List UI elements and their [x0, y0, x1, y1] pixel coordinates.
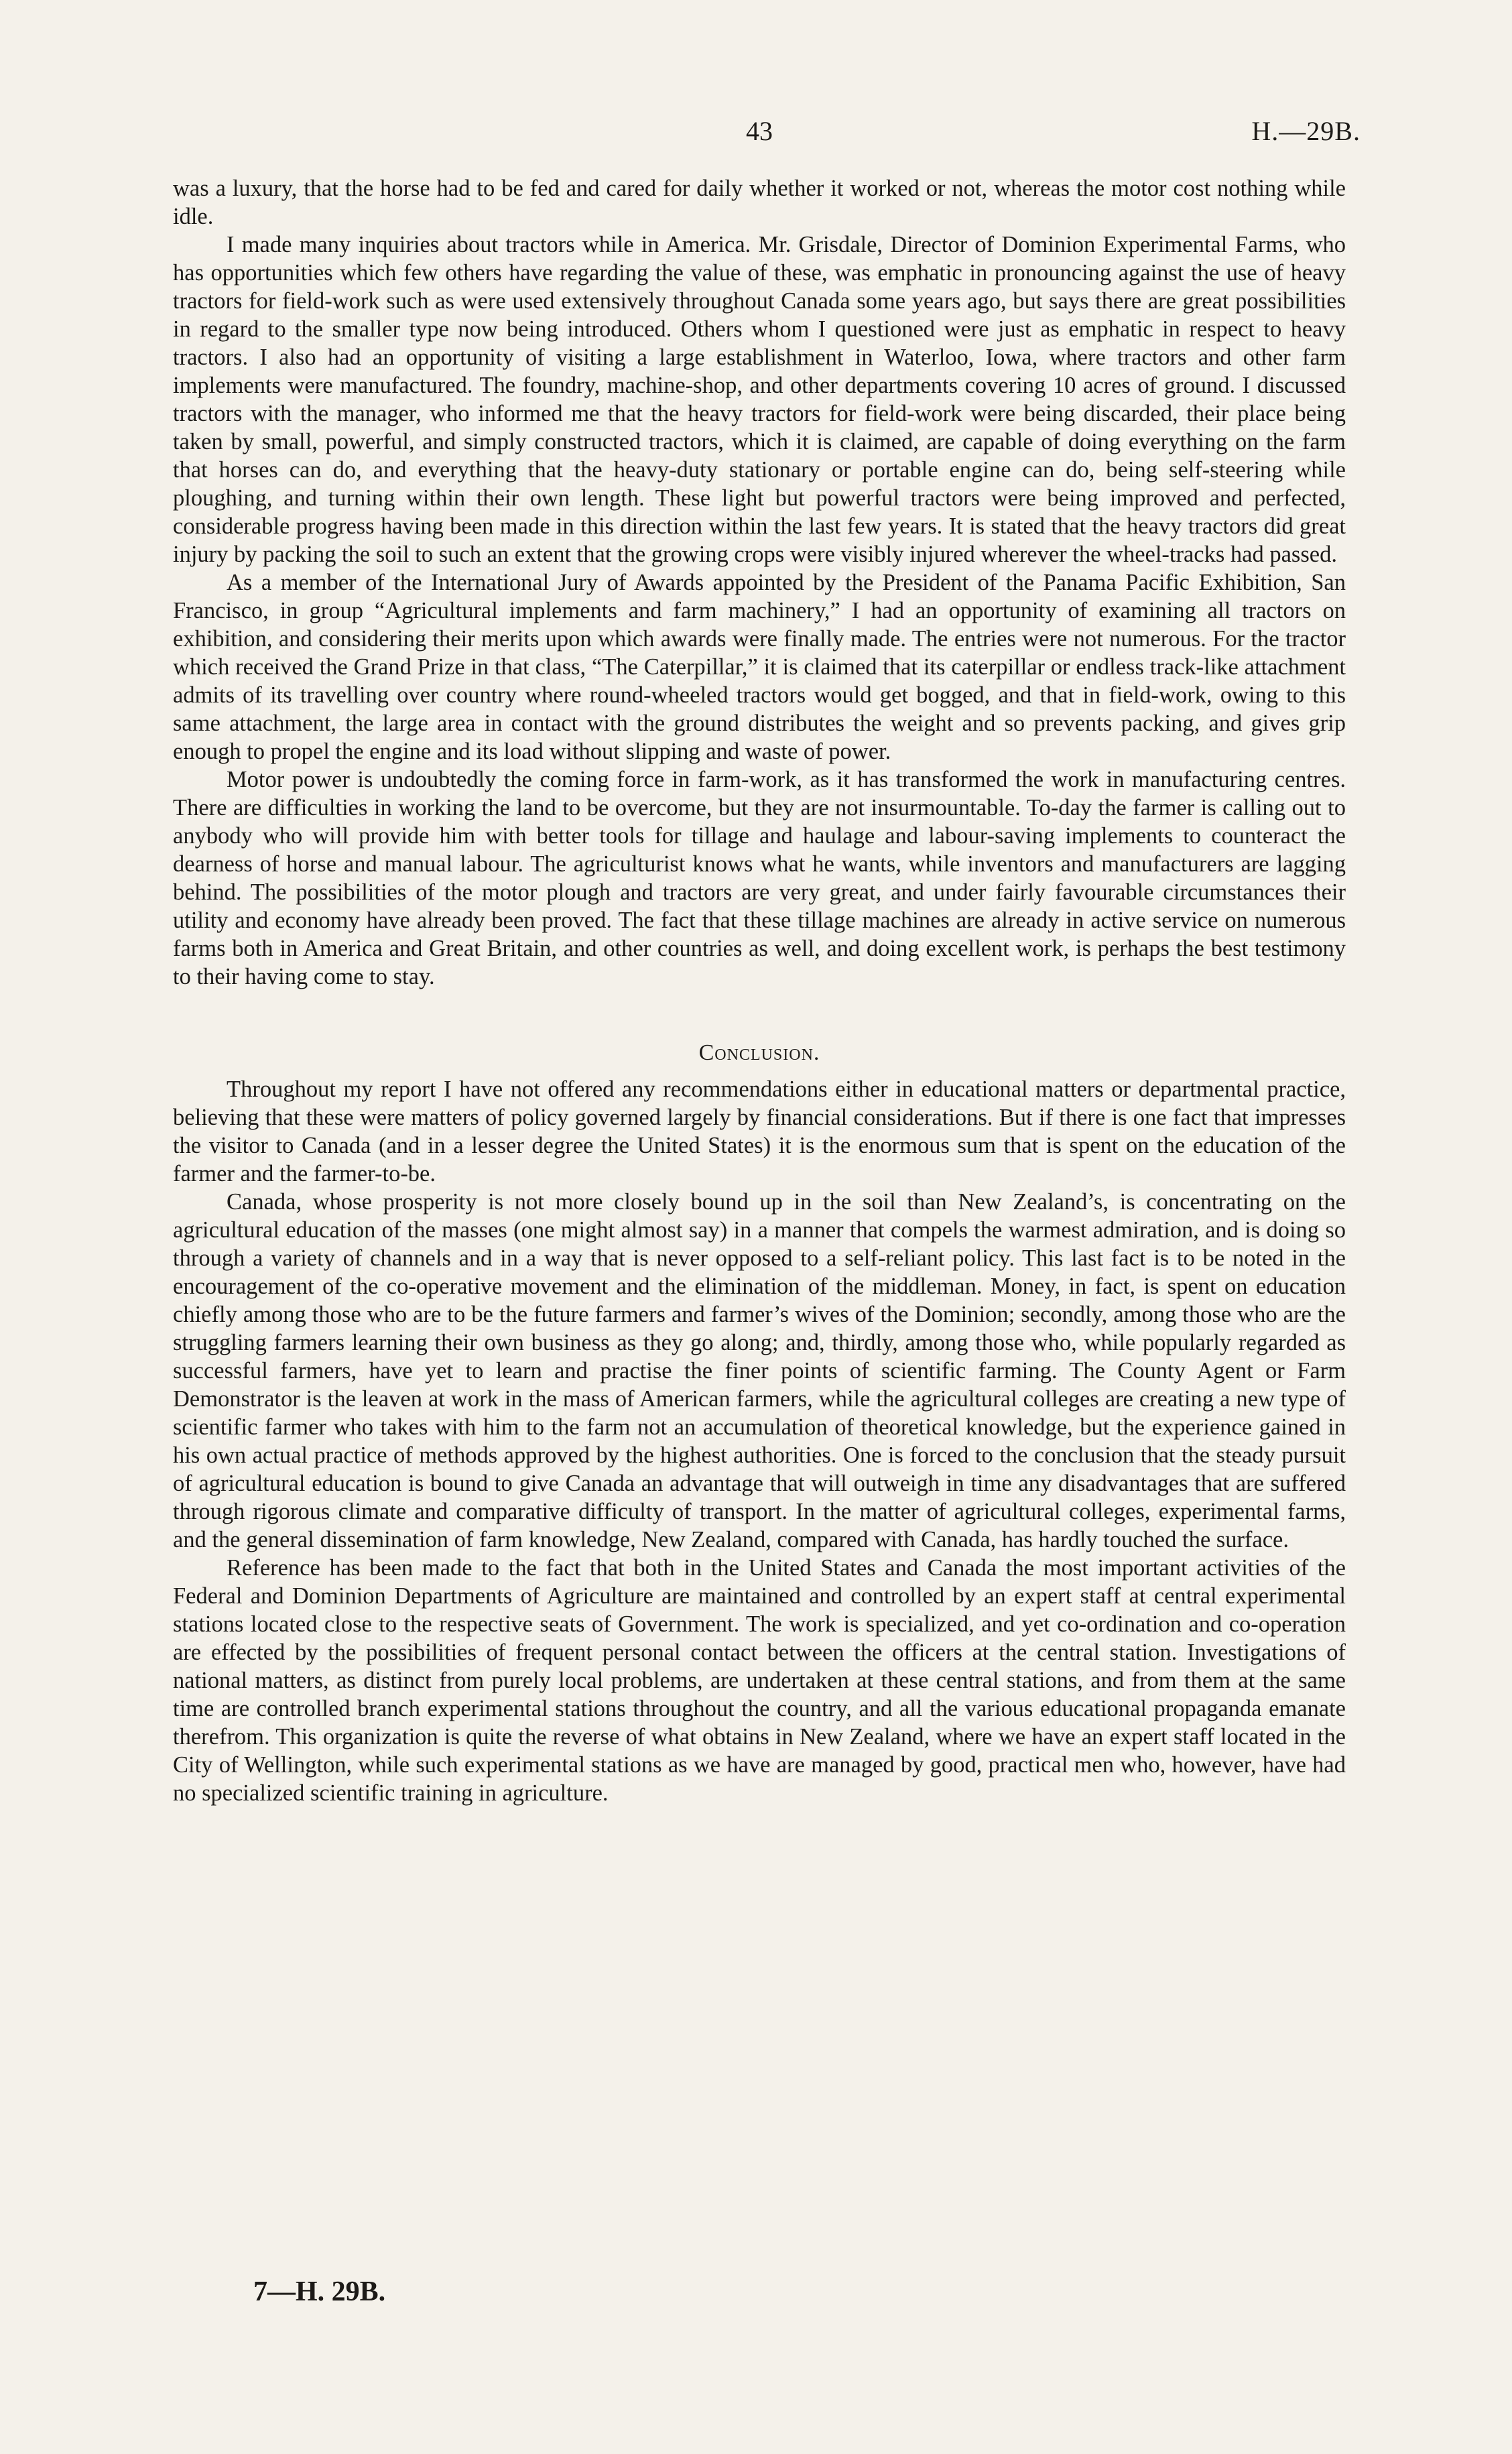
paragraph-continued: was a luxury, that the horse had to be fed and cared for daily whether it worked or not, whereas the motor cost nothing while idle. [173, 176, 1346, 229]
page-number: 43 [746, 116, 773, 146]
footer-signature: 7—H. 29B. [253, 2276, 386, 2307]
section-title-conclusion: Conclusion. [698, 1040, 820, 1065]
paragraph-tractor-inquiries: I made many inquiries about tractors while in America. Mr. Grisdale, Director of Dominion Experimental Farms, who has opportunities which few others have regarding the value of these, was emphatic in pronouncing against the use of heavy tractors for field-work such as were used extensively throughout Canada some years ago, but says there are great possibilities in regard to the smaller type now being introduced. Others whom I questioned were just as emphatic in respect to heavy tractors. I also had an opportunity of visiting a large establishment in Waterloo, Iowa, where tractors and other farm implements were manufactured. The foundry, machine-shop, and other departments covering 10 acres of ground. I discussed tractors with the manager, who informed me that the heavy tractors for field-work were being discarded, their place being taken by small, powerful, and simply constructed tractors, which it is claimed, are capable of doing everything on the farm that horses can do, and everything that the heavy-duty stationary or portable engine can do, being self-steering while ploughing, and turning within their own length. These light but powerful tractors were being improved and perfected, considerable progress having been made in this direction within the last few years. It is stated that the heavy tractors did great injury by packing the soil to such an extent that the growing crops were visibly injured wherever the wheel-tracks had passed. [173, 232, 1346, 567]
page-header [173, 101, 1361, 174]
page [173, 101, 1361, 1807]
paragraph-exhibition-jury: As a member of the International Jury of Awards appointed by the President of the Panama Pacific Exhibition, San Francisco, in group “Agricultural implements and farm machinery,” I had an opportunity of examining all tractors on exhibition, and considering their merits upon which awards were finally made. The entries were not numerous. For the tractor which received the Grand Prize in that class, “The Caterpillar,” it is claimed that its caterpillar or endless track-like attachment admits of its travelling over country where round-wheeled tractors would get bogged, and that in field-work, owing to this same attachment, the large area in contact with the ground distributes the weight and so prevents packing, and gives grip enough to propel the engine and its load without slipping and waste of power. [173, 570, 1346, 764]
paragraph-conclusion-intro: Throughout my report I have not offered any recommendations either in educational matters or departmental practice, believing that these were matters of policy governed largely by financial considerations. But if there is one fact that impresses the visitor to Canada (and in a lesser degree the United States) it is the enormous sum that is spent on the education of the farmer and the farmer-to-be. [173, 1077, 1346, 1186]
report-body [173, 174, 1346, 1807]
paragraph-conclusion-canada: Canada, whose prosperity is not more closely bound up in the soil than New Zealand’s, is concentrating on the agricultural education of the masses (one might almost say) in a manner that compels the warmest admiration, and is doing so through a variety of channels and in a way that is never opposed to a self-reliant policy. This last fact is to be noted in the encouragement of the co-operative movement and the elimination of the middleman. Money, in fact, is spent on education chiefly among those who are to be the future farmers and farmer’s wives of the Dominion; secondly, among those who are the struggling farmers learning their own business as they go along; and, thirdly, among those who, while popularly regarded as successful farmers, have yet to learn and practise the finer points of scientific farming. The County Agent or Farm Demonstrator is the leaven at work in the mass of American farmers, while the agricultural colleges are creating a new type of scientific farmer who takes with him to the farm not an accumulation of theoretical knowledge, but the experience gained in his own actual practice of methods approved by the highest authorities. One is forced to the conclusion that the steady pursuit of agricultural education is bound to give Canada an advantage that will outweigh in time any disadvantages that are suffered through rigorous climate and comparative difficulty of transport. In the matter of agricultural colleges, experimental farms, and the general dissemination of farm knowledge, New Zealand, compared with Canada, has hardly touched the surface. [173, 1189, 1346, 1552]
document-reference: H.—29B. [1251, 116, 1361, 146]
paragraph-motor-power: Motor power is undoubtedly the coming force in farm-work, as it has transformed the work in manufacturing centres. There are difficulties in working the land to be overcome, but they are not insurmountable. To-day the farmer is calling out to anybody who will provide him with better tools for tillage and haulage and labour-saving implements to counteract the dearness of horse and manual labour. The agriculturist knows what he wants, while inventors and manufacturers are lagging behind. The possibilities of the motor plough and tractors are very great, and under fairly favourable circumstances their utility and economy have already been proved. The fact that these tillage machines are already in active service on numerous farms both in America and Great Britain, and other countries as well, and doing excellent work, is perhaps the best testimony to their having come to stay. [173, 767, 1346, 989]
paragraph-conclusion-organization: Reference has been made to the fact that both in the United States and Canada the most important activities of the Federal and Dominion Departments of Agriculture are maintained and controlled by an expert staff at central experimental stations located close to the respective seats of Government. The work is specialized, and yet co-ordination and co-operation are effected by the possibilities of frequent personal contact between the officers at the central station. Investigations of national matters, as distinct from purely local problems, are undertaken at these central stations, and from them at the same time are controlled branch experimental stations throughout the country, and all the various educational propaganda emanate therefrom. This organization is quite the reverse of what obtains in New Zealand, where we have an expert staff located in the City of Wellington, while such experimental stations as we have are managed by good, practical men who, however, have had no specialized scientific training in agriculture. [173, 1555, 1346, 1806]
